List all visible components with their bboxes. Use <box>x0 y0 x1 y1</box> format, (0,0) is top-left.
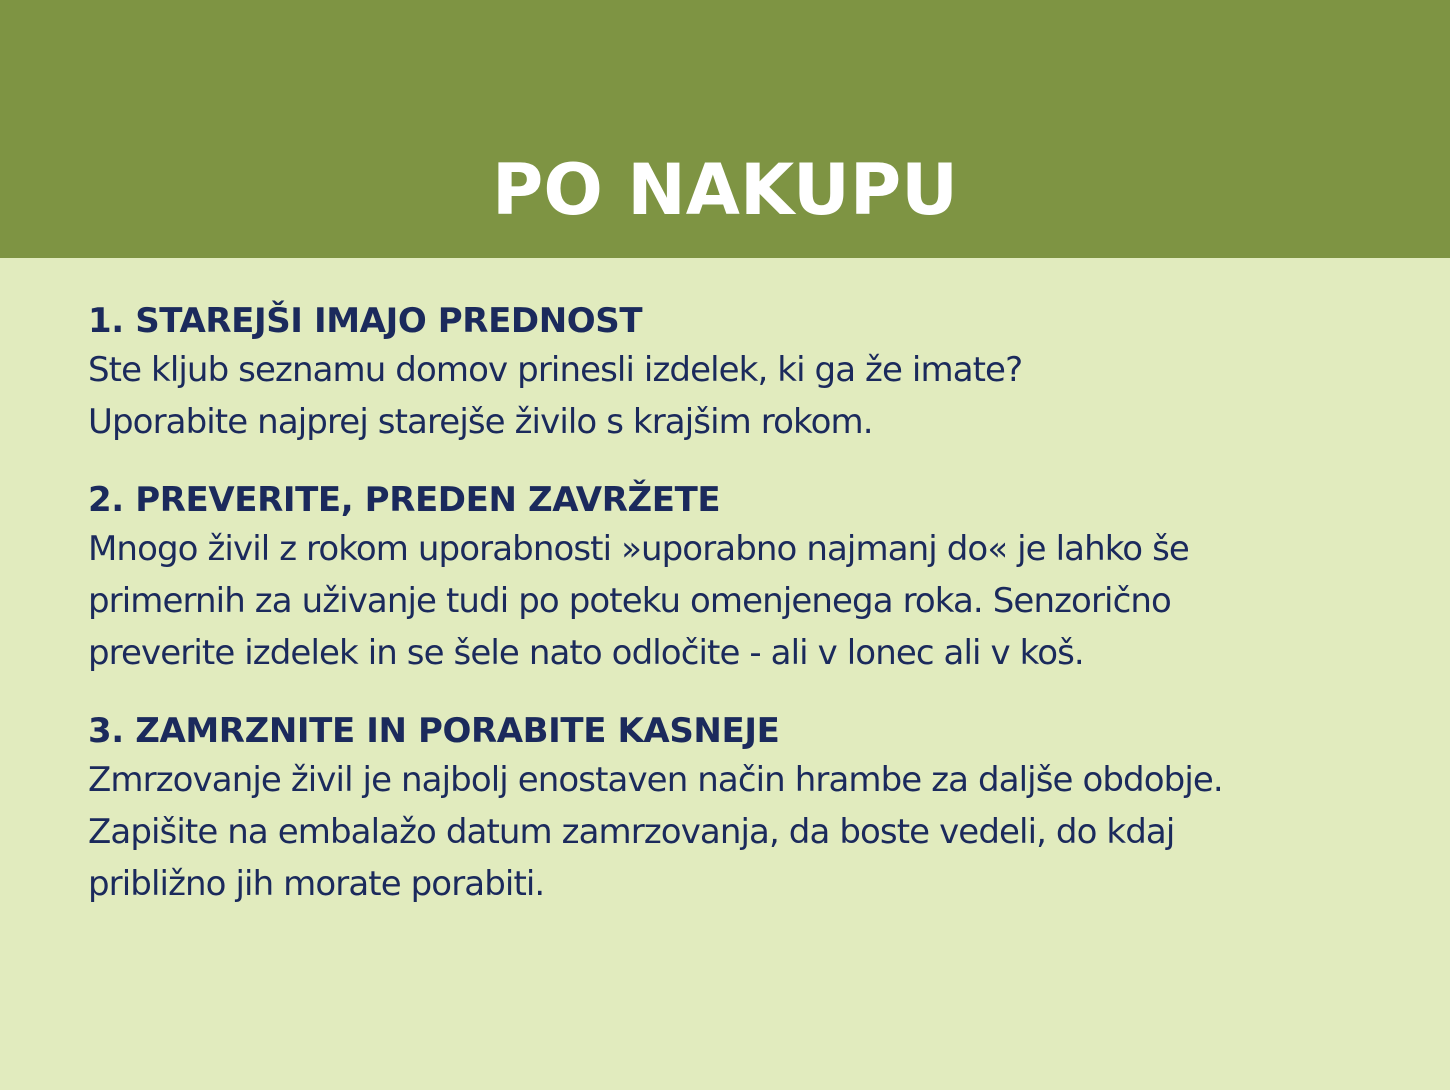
tips-content <box>88 298 1408 939</box>
tip-section-1 <box>88 298 1408 448</box>
section-text-line: Mnogo živil z rokom uporabnosti »uporabno najmanj do« je lahko še <box>88 529 1189 569</box>
section-heading: 2. PREVERITE, PREDEN ZAVRŽETE <box>88 480 721 520</box>
section-heading: 1. STAREJŠI IMAJO PREDNOST <box>88 301 643 341</box>
section-text-line: Uporabite najprej starejše živilo s krajšim rokom. <box>88 402 873 442</box>
section-text-line: primernih za uživanje tudi po poteku omenjenega roka. Senzorično <box>88 581 1171 621</box>
section-text-line: Ste kljub seznamu domov prinesli izdelek, ki ga že imate? <box>88 350 1023 390</box>
section-text-line: približno jih morate porabiti. <box>88 864 545 904</box>
section-text-line: Zmrzovanje živil je najbolj enostaven način hrambe za daljše obdobje. <box>88 760 1223 800</box>
tip-section-3 <box>88 708 1408 910</box>
section-text-line: preverite izdelek in se šele nato odločite - ali v lonec ali v koš. <box>88 633 1084 673</box>
section-text-line: Zapišite na embalažo datum zamrzovanja, da boste vedeli, do kdaj <box>88 812 1175 852</box>
tip-section-2 <box>88 477 1408 679</box>
page-title: PO NAKUPU <box>492 149 958 231</box>
header-banner <box>0 0 1450 258</box>
section-heading: 3. ZAMRZNITE IN PORABITE KASNEJE <box>88 711 780 751</box>
